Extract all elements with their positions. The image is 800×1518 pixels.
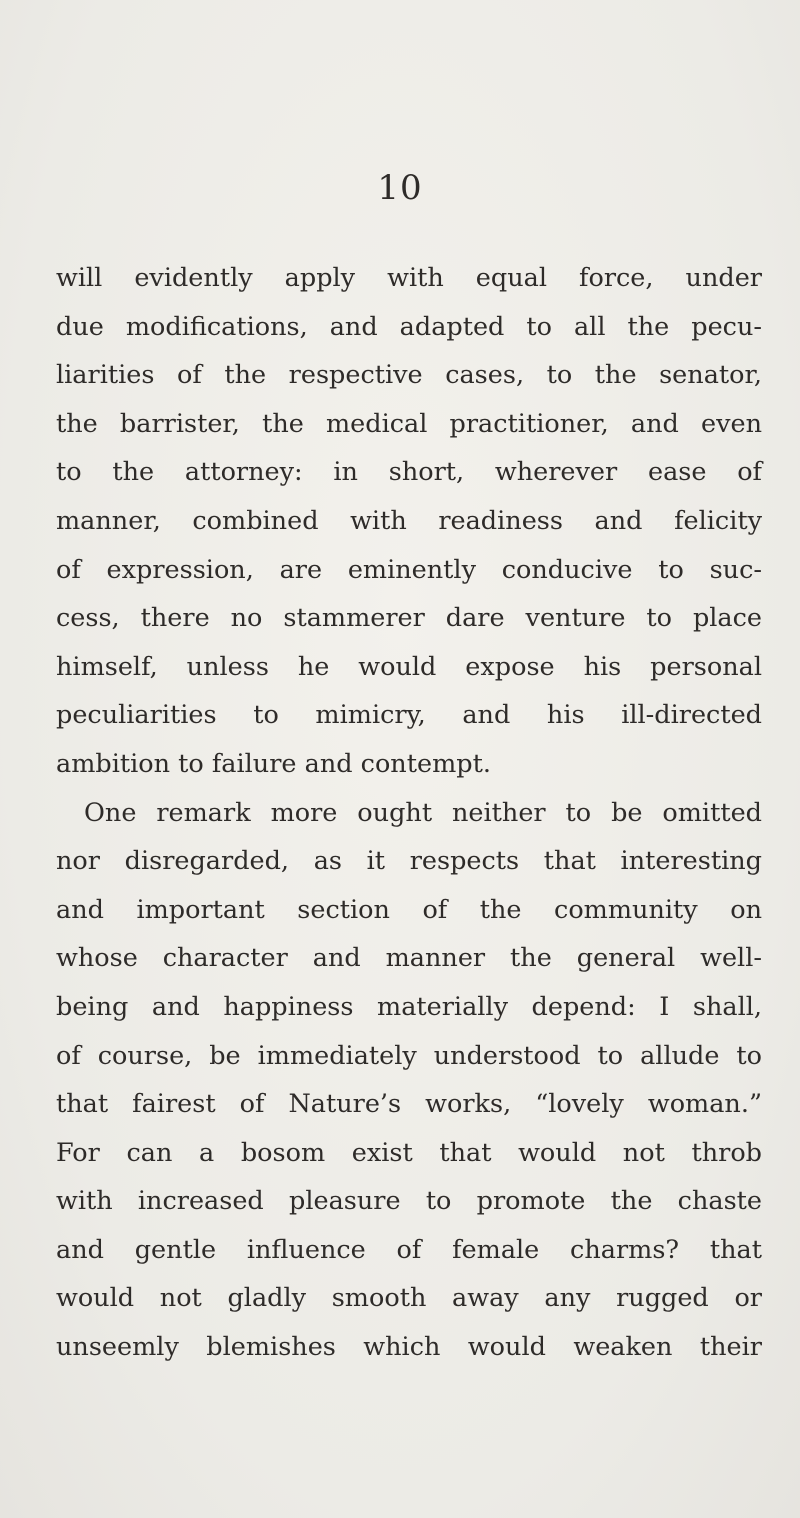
text-line: would not gladly smooth away any rugged or [56, 1283, 762, 1314]
text-line: due modifications, and adapted to all the pecu- [56, 311, 762, 342]
text-line: of expression, are eminently conducive to suc- [56, 554, 762, 585]
text-line: peculiarities to mimicry, and his ill-directed [56, 700, 762, 731]
paragraph-end-line: ambition to failure and contempt. [56, 748, 491, 779]
page-number: 10 [377, 168, 423, 208]
text-line: whose character and manner the general well- [56, 943, 762, 974]
text-line: manner, combined with readiness and felicity [56, 505, 762, 536]
paragraph-start-line: One remark more ought neither to be omitted [84, 797, 762, 828]
text-line: being and happiness materially depend: I shall, [56, 991, 762, 1022]
text-line: will evidently apply with equal force, under [56, 263, 762, 293]
text-line: that fairest of Nature’s works, “lovely woman.” [56, 1089, 762, 1120]
text-line: and important section of the community on [56, 894, 762, 925]
text-line: with increased pleasure to promote the chaste [56, 1186, 762, 1217]
text-line: unseemly blemishes which would weaken their [56, 1332, 762, 1363]
text-line: cess, there no stammerer dare venture to place [56, 603, 762, 634]
text-line: to the attorney: in short, wherever ease of [56, 457, 762, 488]
text-line: himself, unless he would expose his personal [56, 651, 762, 682]
body-text [56, 254, 762, 1372]
text-line: and gentle influence of female charms? that [56, 1234, 762, 1265]
text-line: nor disregarded, as it respects that interesting [56, 846, 762, 877]
text-line: For can a bosom exist that would not throb [56, 1137, 762, 1168]
text-line: liarities of the respective cases, to the senator, [56, 360, 762, 391]
text-line: of course, be immediately understood to allude to [56, 1040, 762, 1071]
text-line: the barrister, the medical practitioner, and even [56, 408, 762, 439]
